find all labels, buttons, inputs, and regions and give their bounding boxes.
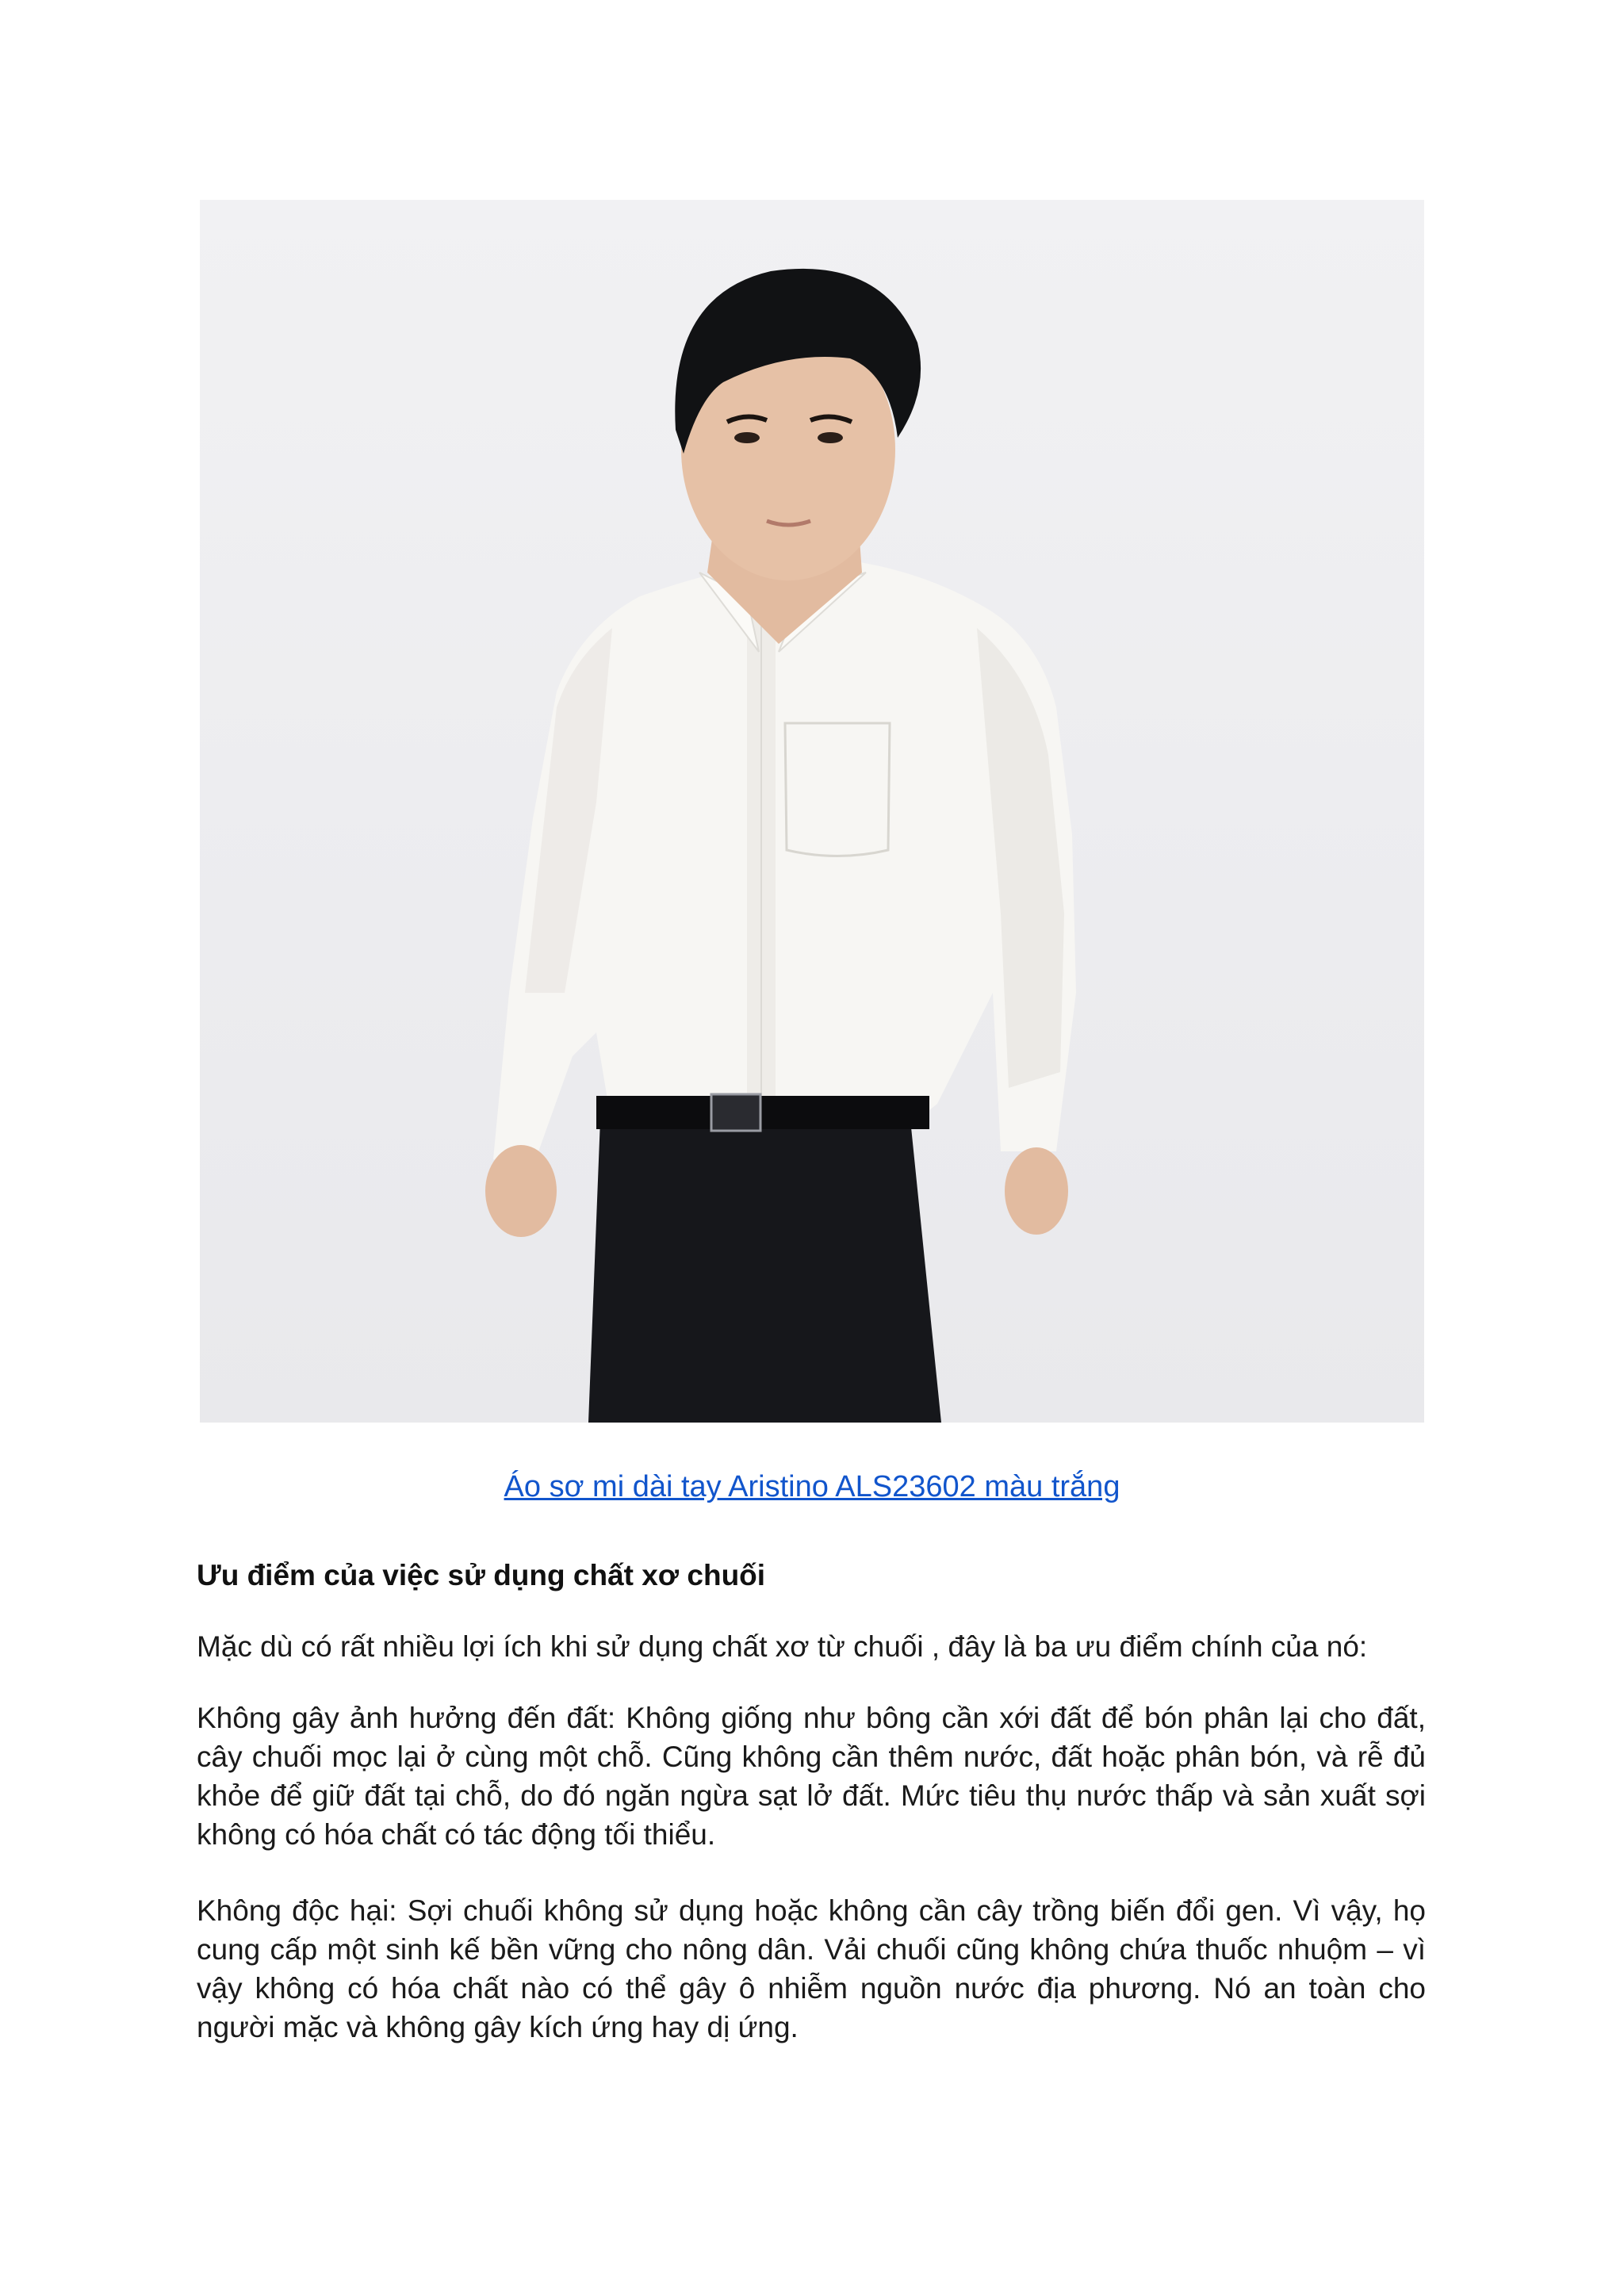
- product-caption-link[interactable]: Áo sơ mi dài tay Aristino ALS23602 màu trắng: [504, 1470, 1120, 1503]
- paragraph-soil: Không gây ảnh hưởng đến đất: Không giống như bông cần xới đất để bón phân lại cho đất, cây chuối mọc lại ở cùng một chỗ. Cũng không cần thêm nước, đất hoặc phân bón, và rễ đủ khỏe để giữ đất tại chỗ, do đó ngăn ngừa sạt lở đất. Mức tiêu thụ nước thấp và sản xuất sợi không có hóa chất có tác động tối thiểu.: [197, 1702, 1426, 1851]
- product-photo: [200, 200, 1424, 1423]
- intro-paragraph: Mặc dù có rất nhiều lợi ích khi sử dụng chất xơ từ chuối , đây là ba ưu điểm chính của nó:: [197, 1630, 1368, 1663]
- model-shirt-illustration: [200, 200, 1424, 1423]
- section-heading: Ưu điểm của việc sử dụng chất xơ chuối: [197, 1559, 766, 1591]
- paragraph-non-toxic: Không độc hại: Sợi chuối không sử dụng hoặc không cần cây trồng biến đổi gen. Vì vậy, họ cung cấp một sinh kế bền vững cho nông dân. Vải chuối cũng không chứa thuốc nhuộm – vì vậy không có hóa chất nào có thể gây ô nhiễm nguồn nước địa phương. Nó an toàn cho người mặc và không gây kích ứng hay dị ứng.: [197, 1894, 1426, 2043]
